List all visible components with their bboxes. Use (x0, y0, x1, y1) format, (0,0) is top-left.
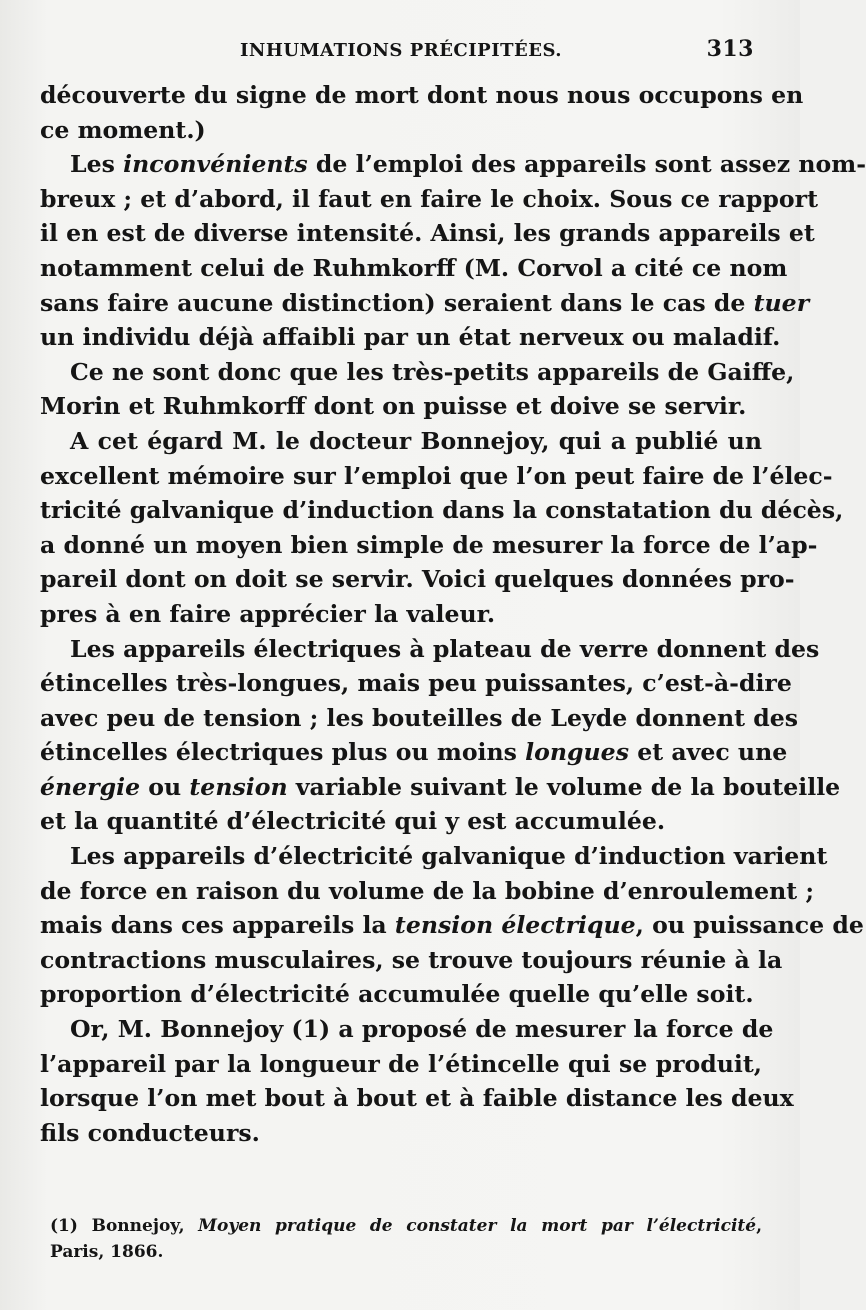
text-line: énergie ou tension variable suivant le volume de la bouteille (40, 772, 841, 801)
text-line: Morin et Ruhmkorff dont on puisse et doive se servir. (40, 392, 747, 421)
text-line: de force en raison du volume de la bobine d’enroulement ; (40, 876, 815, 905)
text-line: découverte du signe de mort dont nous nous occupons en (40, 81, 804, 109)
text-line: pres à en faire apprécier la valeur. (40, 599, 496, 628)
running-title: INHUMATIONS PRÉCIPITÉES. (240, 40, 563, 61)
text-line: tricité galvanique d’induction dans la constatation du décès, (40, 496, 844, 525)
text-line: lorsque l’on met bout à bout et à faible distance les deux (40, 1084, 794, 1113)
text-line: Les inconvénients de l’emploi des appareils sont assez nom- (70, 150, 866, 179)
footnote-line: Paris, 1866. (50, 1242, 164, 1262)
page-number: 313 (706, 36, 754, 62)
text-line: excellent mémoire sur l’emploi que l’on peut faire de l’élec- (40, 461, 833, 490)
text-line: fils conducteurs. (40, 1118, 260, 1147)
footnote (50, 1213, 762, 1265)
text-line: étincelles électriques plus ou moins longues et avec une (40, 738, 788, 767)
text-line: proportion d’électricité accumulée quelle qu’elle soit. (40, 980, 754, 1009)
text-line: sans faire aucune distinction) seraient dans le cas de tuer (40, 288, 810, 317)
text-line: Or, M. Bonnejoy (1) a proposé de mesurer la force de (70, 1015, 774, 1044)
text-line: ce moment.) (40, 115, 206, 144)
text-line: mais dans ces appareils la tension électrique, ou puissance de (40, 911, 864, 940)
text-line: Les appareils d’électricité galvanique d’induction varient (70, 842, 828, 871)
text-line: contractions musculaires, se trouve toujours réunie à la (40, 945, 783, 974)
text-line: notamment celui de Ruhmkorff (M. Corvol a cité ce nom (40, 253, 788, 282)
text-line: A cet égard M. le docteur Bonnejoy, qui a publié un (70, 426, 762, 455)
text-line: a donné un moyen bien simple de mesurer la force de l’ap- (40, 530, 818, 559)
text-line: breux ; et d’abord, il faut en faire le choix. Sous ce rapport (40, 184, 818, 213)
text-line: Ce ne sont donc que les très-petits appareils de Gaiffe, (70, 357, 795, 386)
text-line: avec peu de tension ; les bouteilles de Leyde donnent des (40, 703, 799, 732)
text-line: Les appareils électriques à plateau de verre donnent des (70, 634, 820, 663)
page-header (240, 36, 754, 66)
body-text (40, 78, 866, 1150)
text-line: étincelles très-longues, mais peu puissantes, c’est-à-dire (40, 669, 792, 698)
text-line: un individu déjà affaibli par un état nerveux ou maladif. (40, 323, 781, 352)
text-line: il en est de diverse intensité. Ainsi, les grands appareils et (40, 219, 815, 248)
text-line: et la quantité d’électricité qui y est accumulée. (40, 807, 666, 836)
text-line: pareil dont on doit se servir. Voici quelques données pro- (40, 565, 795, 594)
text-line: l’appareil par la longueur de l’étincelle qui se produit, (40, 1049, 762, 1078)
footnote-line: (1) Bonnejoy, Moyen pratique de constater la mort par l’électricité, (50, 1216, 763, 1236)
